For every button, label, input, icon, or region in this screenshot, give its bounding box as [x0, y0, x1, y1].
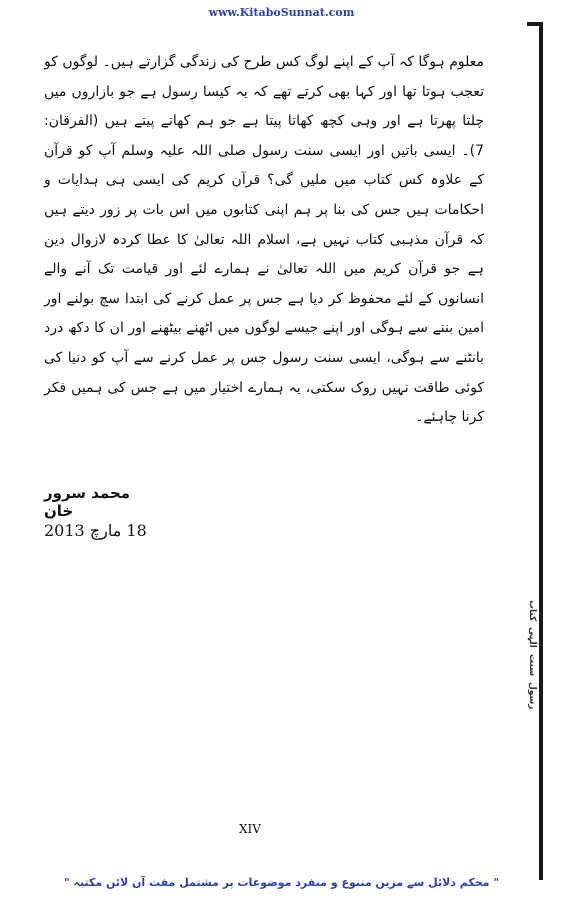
edge-label: کتاب [527, 600, 537, 622]
page-edge-labels [525, 600, 539, 860]
footer-tagline: " محکم دلائل سے مزین متنوع و منفرد موضوعات پر مشتمل مفت آن لائن مکتبہ " [63, 876, 500, 889]
edge-label: رسول [527, 682, 537, 710]
edge-label: سنت [527, 654, 537, 677]
edge-label: الٰہی [527, 627, 537, 649]
author-signature: محمد سرور خان [44, 484, 131, 520]
body-paragraph: معلوم ہوگا کہ آپ کے اپنے لوگ کس طرح کی زندگی گزارتے ہیں۔ لوگوں کو تعجب ہوتا تھا اور کہا بھی کرتے تھے کہ یہ کیسا رسول ہے جو بازاروں میں چلتا پھرتا ہے اور وہی کچھ کھاتا پیتا ہے جو ہم کھاتے پیتے ہیں (الفرقان: 7)۔ ایسی باتیں اور ایسی سنت رسول صلی اللہ علیہ وسلم آپ کو قرآن کے علاوہ کس کتاب میں ملیں گی؟ قرآن کریم کی ایسی ہی ہدایات و احکامات ہیں جس کی بنا پر ہم اپنی کتابوں میں اس بات پر زور دیتے ہیں کہ قرآن مذہبی کتاب نہیں ہے، اسلام اللہ تعالیٰ کا عطا کردہ لازوال دین ہے جو قرآن کریم میں اللہ تعالیٰ نے ہمارے لئے اور قیامت تک آنے والے انسانوں کے لئے محفوظ کر دیا ہے جس پر عمل کرنے کی ابتدا سچ بولنے اور امین بننے سے ہوگی اور اپنے جیسے لوگوں میں اٹھنے بیٹھنے اور ان کا دکھ درد بانٹنے سے ہوگی، ایسی سنت رسول جس پر عمل کرنے سے آپ کو دنیا کی کوئی طاقت نہیں روک سکتی، یہ ہمارے اختیار میں ہے جس کی ہمیں فکر کرنا چاہئے۔ [44, 54, 484, 426]
website-link[interactable]: www.KitaboSunnat.com [208, 6, 355, 19]
page-edge-tick [527, 22, 543, 26]
body-text [44, 48, 484, 433]
page-number: XIV [239, 822, 261, 836]
signature-date: 18 مارچ 2013 [44, 521, 147, 540]
page-edge-bar [539, 22, 543, 880]
